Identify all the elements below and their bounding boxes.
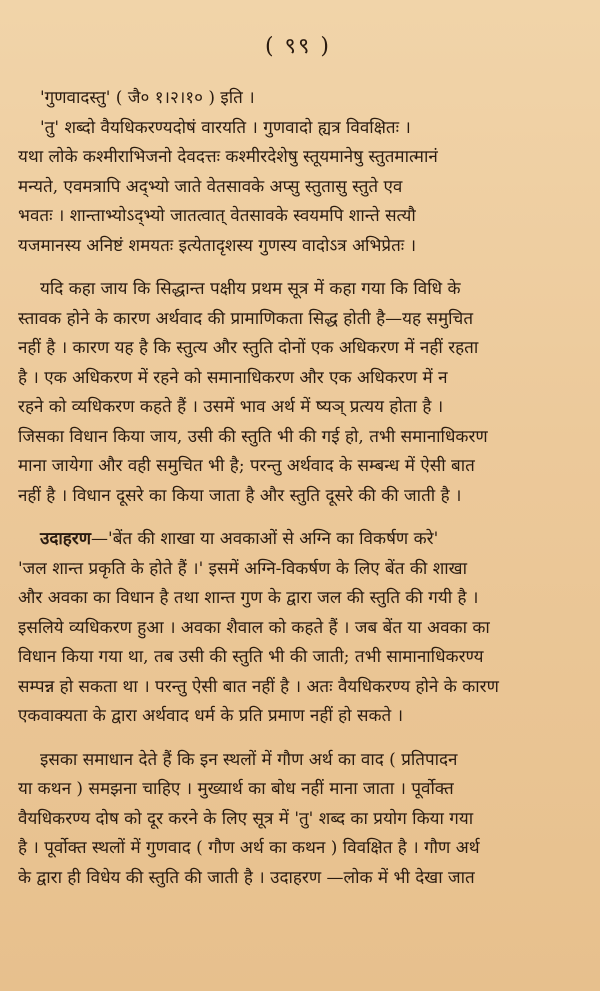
hindi-paragraph-3 bbox=[18, 746, 578, 894]
text-line: रहने को व्यधिकरण कहते हैं । उसमें भाव अर्थ में ष्यञ् प्रत्यय होता है । bbox=[18, 397, 444, 417]
text-line: और अवका का विधान है तथा शान्त गुण के द्वारा जल की स्तुति की गयी है । bbox=[18, 588, 479, 608]
text-line: माना जायेगा और वही समुचित भी है; परन्तु अर्थवाद के सम्बन्ध में ऐसी बात bbox=[18, 456, 475, 476]
text-line: स्तावक होने के कारण अर्थवाद की प्रामाणिकता सिद्ध होती है—यह समुचित bbox=[18, 308, 474, 329]
sanskrit-verse bbox=[18, 84, 578, 261]
text-line bbox=[18, 525, 578, 555]
hindi-paragraph-1 bbox=[18, 275, 578, 511]
text-line: जिसका विधान किया जाय, उसी की स्तुति भी की गई हो, तभी समानाधिकरण bbox=[18, 426, 488, 447]
sanskrit-line: भवतः । शान्ताभ्योऽद्भ्यो जातत्वात् वेतसावके स्वयमपि शान्ते सत्यौ bbox=[18, 206, 416, 226]
text-line: विधान किया गया था, तब उसी की स्तुति भी की जाती; तभी सामानाधिकरण्य bbox=[18, 647, 484, 667]
sanskrit-line: 'तु' शब्दो वैयधिकरण्यदोषं वारयति । गुणवादो ह्यत्र विवक्षितः । bbox=[40, 117, 411, 138]
sanskrit-line: यथा लोके कश्मीराभिजनो देवदत्तः कश्मीरदेशेषु स्तूयमानेषु स्तुतमात्मानं bbox=[18, 147, 438, 167]
sanskrit-line: यजमानस्य अनिष्टं शमयतः इत्येतादृशस्य गुणस्य वादोऽत्र अभिप्रेतः । bbox=[18, 235, 417, 256]
text-line: या कथन ) समझना चाहिए । मुख्यार्थ का बोध नहीं माना जाता । पूर्वोक्त bbox=[18, 779, 454, 799]
text-line: नहीं है । विधान दूसरे का किया जाता है और स्तुति दूसरे की की जाती है । bbox=[18, 485, 462, 506]
text-line: वैयधिकरण्य दोष को दूर करने के लिए सूत्र में 'तु' शब्द का प्रयोग किया गया bbox=[18, 808, 474, 829]
page-number: ( ९९ ) bbox=[264, 34, 332, 59]
example-text: —'बेंत की शाखा या अवकाओं से अग्नि का विकर्षण करे' bbox=[91, 529, 439, 549]
text-line: इसलिये व्यधिकरण हुआ । अवका शैवाल को कहते हैं । जब बेंत या अवका का bbox=[18, 617, 490, 638]
sanskrit-line: 'गुणवादस्तु' ( जै० १।२।१० ) इति । bbox=[40, 88, 255, 108]
text-line: 'जल शान्त प्रकृति के होते हैं ।' इसमें अग्नि-विकर्षण के लिए बेंत की शाखा bbox=[18, 558, 467, 579]
hindi-paragraph-2 bbox=[18, 525, 578, 732]
text-line: इसका समाधान देते हैं कि इन स्थलों में गौण अर्थ का वाद ( प्रतिपादन bbox=[40, 749, 458, 770]
text-line: सम्पन्न हो सकता था । परन्तु ऐसी बात नहीं है । अतः वैयधिकरण्य होने के कारण bbox=[18, 676, 499, 697]
text-line: यदि कहा जाय कि सिद्धान्त पक्षीय प्रथम सूत्र में कहा गया कि विधि के bbox=[40, 279, 461, 299]
example-heading: उदाहरण bbox=[40, 529, 92, 549]
text-line: नहीं है । कारण यह है कि स्तुत्य और स्तुति दोनों एक अधिकरण में नहीं रहता bbox=[18, 338, 479, 358]
text-line: एकवाक्यता के द्वारा अर्थवाद धर्म के प्रति प्रमाण नहीं हो सकते । bbox=[18, 706, 404, 726]
text-line: के द्वारा ही विधेय की स्तुति की जाती है । उदाहरण —लोक में भी देखा जात bbox=[18, 867, 475, 888]
text-line: है । पूर्वोक्त स्थलों में गुणवाद ( गौण अर्थ का कथन ) विवक्षित है । गौण अर्थ bbox=[18, 838, 480, 858]
sanskrit-line: मन्यते, एवमत्रापि अद्भ्यो जाते वेतसावके अप्सु स्तुतासु स्तुते एव bbox=[18, 176, 403, 197]
text-line: है । एक अधिकरण में रहने को समानाधिकरण और एक अधिकरण में न bbox=[18, 367, 448, 388]
